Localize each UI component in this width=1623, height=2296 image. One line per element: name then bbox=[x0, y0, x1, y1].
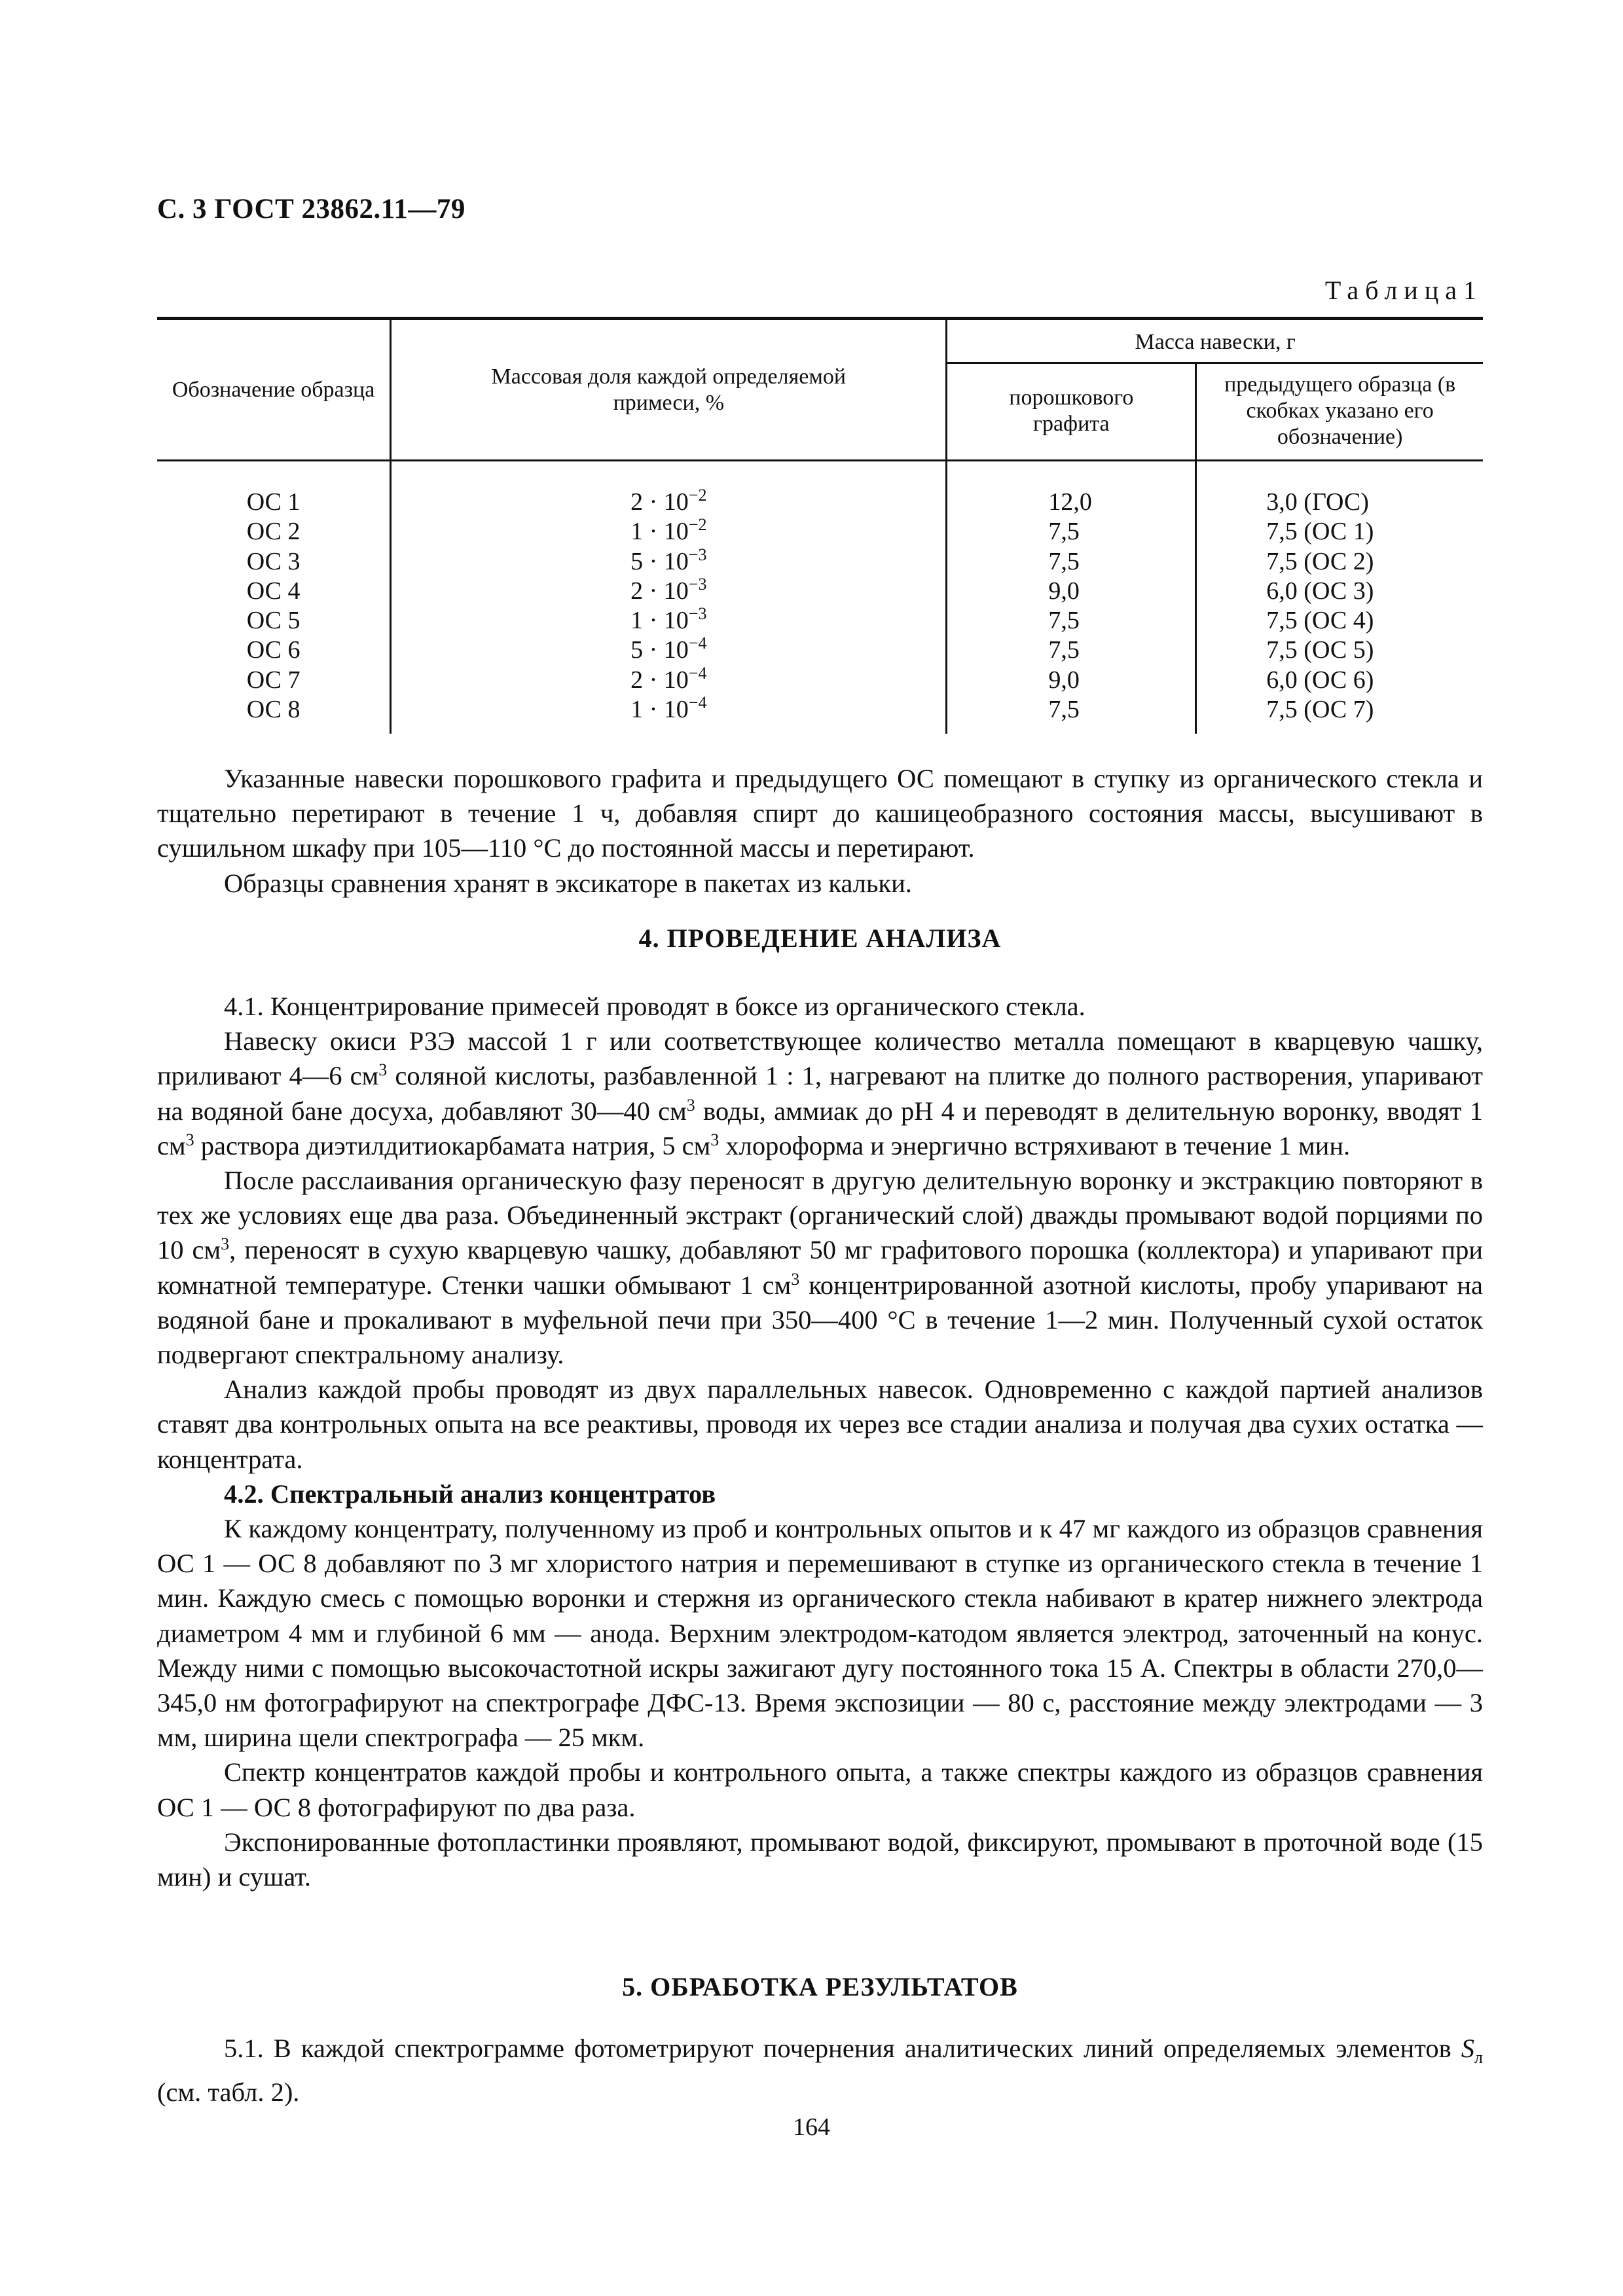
paragraph-5-1: 5.1. В каждой спектрограмме фотометрируют почернения аналитических линий определяемых элементов $S_л$ (см. табл. 2). bbox=[157, 2034, 1483, 2108]
paragraph: Экспонированные фотопластинки проявляют, промывают водой, фиксируют, промывают в проточной воде (15 мин) и сушат. bbox=[157, 1827, 1483, 1892]
paragraph: После расслаивания органическую фазу переносят в другую делительную воронку и экстракцию повторяют в тех же условиях еще два раза. Объединенный экстракт (органический слой) дважды промывают водой порциями по 10 $см^3$, переносят в сухую кварцевую чашку, добавляют 50 мг графитового порошка (коллектора) и упаривают при комнатной температуре. Стенки чашки обмывают 1 $см^3$ концентрированной азотной кислоты, пробу упаривают на водяной бане и прокаливают в муфельной печи при 350—400 °С в течение 1—2 мин. Полученный сухой остаток подвергают спектральному анализу. bbox=[157, 1166, 1484, 1370]
cell-designation: ОС 3 bbox=[246, 547, 301, 575]
cell-powder: 7,5 bbox=[947, 695, 1196, 734]
cell-previous: 6,0 (ОС 6) bbox=[1196, 666, 1483, 695]
cell-powder: 12,0 bbox=[947, 461, 1196, 518]
table-row bbox=[157, 695, 1483, 734]
table-caption: Таблица1 bbox=[1324, 276, 1483, 305]
header-previous: предыдущего образца (в скобках указано его обозначение) bbox=[1196, 363, 1483, 461]
table-1 bbox=[157, 317, 1483, 734]
cell-powder: 7,5 bbox=[947, 547, 1196, 577]
cell-fraction: $1 \cdot 10^{-4}$ bbox=[391, 695, 947, 734]
cell-fraction: $2 \cdot 10^{-2}$ bbox=[391, 461, 947, 518]
cell-fraction: $5 \cdot 10^{-3}$ bbox=[391, 547, 947, 577]
table-row bbox=[157, 636, 1483, 665]
cell-powder: 7,5 bbox=[947, 636, 1196, 665]
table-row bbox=[157, 461, 1483, 518]
text-block-section-5 bbox=[157, 2031, 1483, 2110]
cell-previous: 7,5 (ОС 5) bbox=[1196, 636, 1483, 665]
table-row bbox=[157, 666, 1483, 695]
cell-previous: 7,5 (ОС 2) bbox=[1196, 547, 1483, 577]
cell-designation: ОС 2 bbox=[246, 518, 301, 546]
paragraph: Навеску окиси РЗЭ массой 1 г или соответствующее количество металла помещают в кварцевую чашку, приливают 4—6 $см^3$ соляной кислоты, разбавленной 1 : 1, нагревают на плитке до полного растворения, упаривают на водяной бане досуха, добавляют 30—40 $см^3$ воды, аммиак до рН 4 и переводят в делительную воронку, вводят 1 $см^3$ раствора диэтилдитиокарбамата натрия, 5 $см^3$ хлороформа и энергично встряхивают в течение 1 мин. bbox=[157, 1026, 1483, 1160]
paragraph-4-1: 4.1. Концентрирование примесей проводят в боксе из органического стекла. bbox=[224, 992, 1085, 1021]
cell-designation: ОС 4 bbox=[246, 577, 301, 605]
subsection-4-2-title: 4.2. Спектральный анализ концентратов bbox=[224, 1479, 716, 1509]
cell-designation: ОС 6 bbox=[246, 636, 301, 664]
paragraph: Анализ каждой пробы проводят из двух параллельных навесок. Одновременно с каждой партией анализов ставят два контрольных опыта на все реактивы, проводя их через все стадии анализа и получая два сухих остатка — концентрата. bbox=[157, 1374, 1483, 1474]
cell-fraction: $5 \cdot 10^{-4}$ bbox=[391, 636, 947, 665]
cell-powder: 9,0 bbox=[947, 577, 1196, 606]
table-body bbox=[157, 461, 1483, 734]
cell-powder: 7,5 bbox=[947, 517, 1196, 547]
cell-previous: 7,5 (ОС 7) bbox=[1196, 695, 1483, 734]
cell-previous: 3,0 (ГОС) bbox=[1196, 461, 1483, 518]
page-header: С. 3 ГОСТ 23862.11—79 bbox=[157, 194, 465, 224]
data-table bbox=[157, 317, 1483, 734]
cell-powder: 9,0 bbox=[947, 666, 1196, 695]
cell-designation: ОС 5 bbox=[246, 607, 301, 635]
paragraph: К каждому концентрату, полученному из проб и контрольных опытов и к 47 мг каждого из образцов сравнения ОС 1 — ОС 8 добавляют по 3 мг хлористого натрия и перемешивают в ступке из органического стекла в течение 1 мин. Каждую смесь с помощью воронки и стержня из органического стекла набивают в кратер нижнего электрода диаметром 4 мм и глубиной 6 мм — анода. Верхним электродом-катодом является электрод, заточенный на конус. Между ними с помощью высокочастотной искры зажигают дугу постоянного тока 15 А. Спектры в области 270,0—345,0 нм фотографируют на спектрографе ДФС-13. Время экспозиции — 80 с, расстояние между электродами — 3 мм, ширина щели спектрографа — 25 мкм. bbox=[157, 1514, 1483, 1753]
paragraph: Образцы сравнения хранят в эксикаторе в пакетах из кальки. bbox=[224, 868, 912, 898]
cell-fraction: $2 \cdot 10^{-4}$ bbox=[391, 666, 947, 695]
cell-powder: 7,5 bbox=[947, 606, 1196, 636]
text-block-section-4 bbox=[157, 989, 1483, 1894]
header-mass-group: Масса навески, г bbox=[947, 319, 1483, 363]
section-4-title: 4. ПРОВЕДЕНИЕ АНАЛИЗА bbox=[638, 924, 1002, 953]
cell-designation: ОС 7 bbox=[246, 666, 301, 694]
cell-fraction: $1 \cdot 10^{-3}$ bbox=[391, 606, 947, 636]
header-powder: порошкового графита bbox=[947, 363, 1196, 461]
section-5-title: 5. ОБРАБОТКА РЕЗУЛЬТАТОВ bbox=[622, 1972, 1018, 2001]
cell-previous: 7,5 (ОС 4) bbox=[1196, 606, 1483, 636]
paragraph: Указанные навески порошкового графита и предыдущего ОС помещают в ступку из органического стекла и тщательно перетирают в течение 1 ч, добавляя спирт до кашицеобразного состояния массы, высушивают в сушильном шкафу при 105—110 °С до постоянной массы и перетирают. bbox=[157, 764, 1483, 863]
header-designation: Обозначение образца bbox=[157, 319, 391, 461]
header-fraction: Массовая доля каждой определяемой примеси, % bbox=[391, 319, 947, 461]
table-row bbox=[157, 577, 1483, 606]
page-number: 164 bbox=[793, 2113, 830, 2141]
table-row bbox=[157, 547, 1483, 577]
table-row bbox=[157, 517, 1483, 547]
cell-designation: ОС 8 bbox=[246, 696, 301, 724]
cell-fraction: $2 \cdot 10^{-3}$ bbox=[391, 577, 947, 606]
paragraph: Спектр концентратов каждой пробы и контрольного опыта, а также спектры каждого из образцов сравнения ОС 1 — ОС 8 фотографируют по два раза. bbox=[157, 1757, 1483, 1822]
cell-previous: 6,0 (ОС 3) bbox=[1196, 577, 1483, 606]
table-row bbox=[157, 606, 1483, 636]
text-block-prep bbox=[157, 761, 1483, 901]
cell-previous: 7,5 (ОС 1) bbox=[1196, 517, 1483, 547]
cell-fraction: $1 \cdot 10^{-2}$ bbox=[391, 517, 947, 547]
cell-designation: ОС 1 bbox=[246, 488, 301, 516]
